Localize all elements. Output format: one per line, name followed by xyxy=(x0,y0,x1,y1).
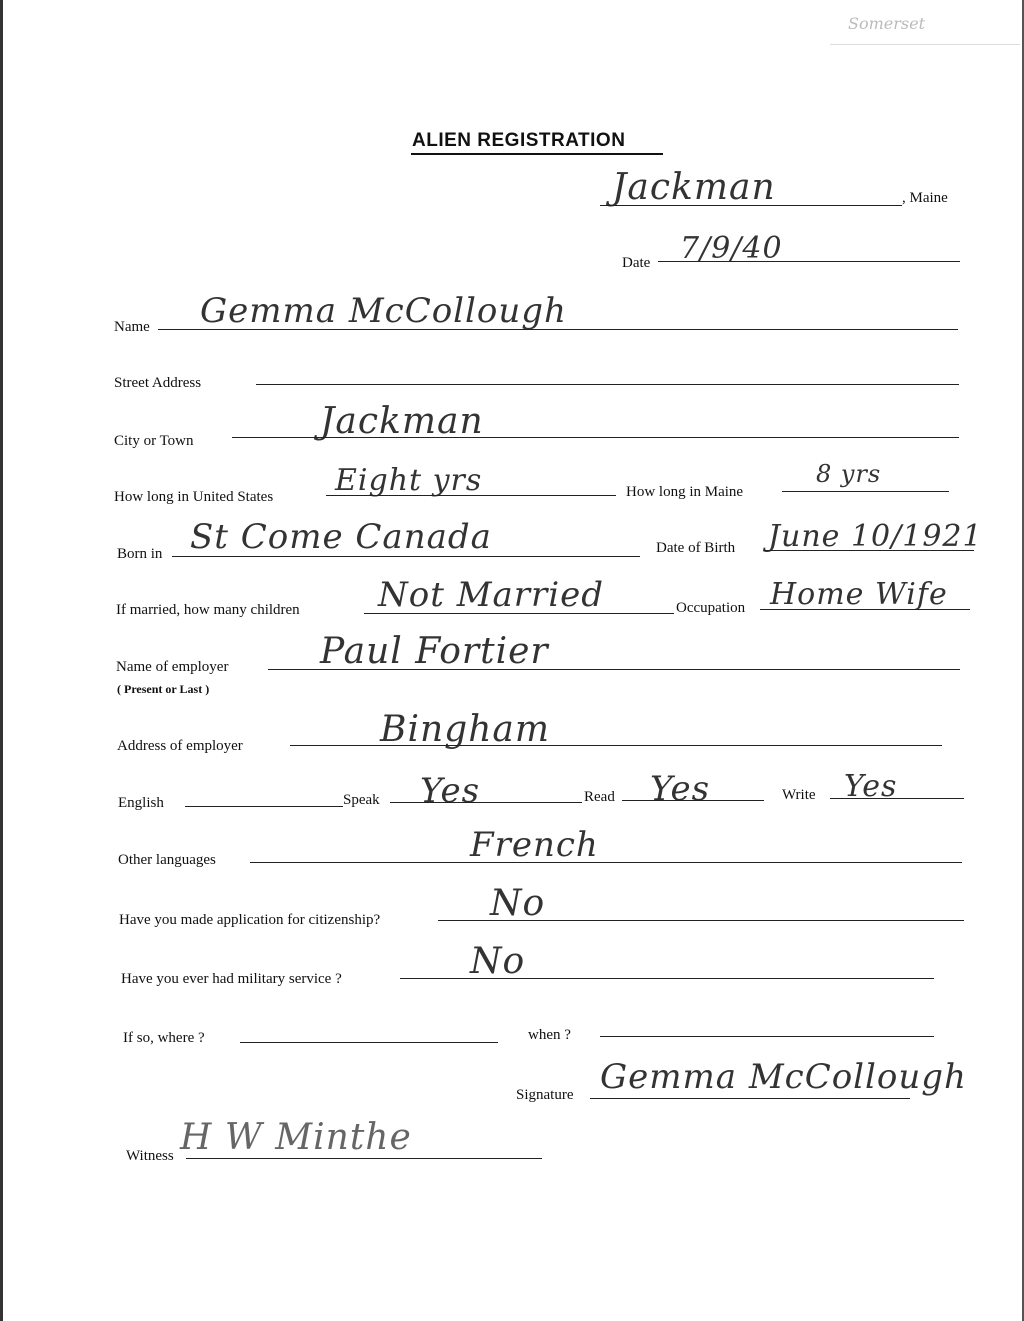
citizenship-line xyxy=(438,920,964,921)
military-line xyxy=(400,978,934,979)
name-entry: Gemma McCollough xyxy=(200,291,567,331)
when-label: when ? xyxy=(528,1027,571,1043)
witness-entry: H W Minthe xyxy=(180,1117,412,1158)
title-underline xyxy=(411,153,663,155)
english-label: English xyxy=(118,795,164,811)
where-line xyxy=(240,1042,498,1043)
dob-line xyxy=(764,550,974,551)
speak-line xyxy=(390,802,582,803)
name-label: Name xyxy=(114,319,150,335)
date-line xyxy=(658,261,960,262)
corner-note: Somerset xyxy=(848,14,925,33)
maine-duration-entry: 8 yrs xyxy=(816,460,882,488)
other-languages-label: Other languages xyxy=(118,852,216,868)
employer-sub-label: ( Present or Last ) xyxy=(117,682,210,696)
street-line xyxy=(256,384,959,385)
employer-line xyxy=(268,669,960,670)
read-entry: Yes xyxy=(650,769,711,809)
children-label: If married, how many children xyxy=(116,602,300,618)
date-label: Date xyxy=(622,255,651,271)
other-languages-line xyxy=(250,862,962,863)
city-label: City or Town xyxy=(114,433,194,449)
read-label: Read xyxy=(584,789,615,805)
corner-rule xyxy=(830,44,1020,45)
signature-label: Signature xyxy=(516,1087,574,1103)
us-duration-label: How long in United States xyxy=(114,489,274,505)
military-entry: No xyxy=(470,941,526,982)
town-suffix: , Maine xyxy=(902,190,948,206)
write-line xyxy=(830,798,964,799)
speak-entry: Yes xyxy=(420,771,481,811)
dob-label: Date of Birth xyxy=(656,540,736,556)
town-entry: Jackman xyxy=(612,167,776,208)
witness-label: Witness xyxy=(126,1148,174,1164)
name-line xyxy=(158,329,958,330)
military-label: Have you ever had military service ? xyxy=(121,971,342,987)
us-duration-entry: Eight yrs xyxy=(335,463,483,498)
employer-entry: Paul Fortier xyxy=(320,631,549,672)
city-line xyxy=(232,437,959,438)
employer-label: Name of employer xyxy=(116,659,229,675)
witness-line xyxy=(186,1158,542,1159)
citizenship-label: Have you made application for citizenship? xyxy=(119,912,381,928)
left-edge-shadow xyxy=(0,0,3,1321)
employer-address-label: Address of employer xyxy=(117,738,243,754)
born-entry: St Come Canada xyxy=(190,517,492,557)
occupation-label: Occupation xyxy=(676,600,746,616)
street-label: Street Address xyxy=(114,375,202,391)
citizenship-entry: No xyxy=(490,883,546,924)
english-line xyxy=(185,806,343,807)
children-line xyxy=(364,613,674,614)
form-title: ALIEN REGISTRATION xyxy=(412,130,626,151)
speak-label: Speak xyxy=(343,792,380,808)
write-entry: Yes xyxy=(844,769,898,804)
occupation-entry: Home Wife xyxy=(770,577,948,612)
occupation-line xyxy=(760,609,970,610)
dob-entry: June 10/1921 xyxy=(768,519,983,554)
city-entry: Jackman xyxy=(320,401,484,442)
maine-duration-label: How long in Maine xyxy=(626,484,744,500)
when-line xyxy=(600,1036,934,1037)
employer-address-entry: Bingham xyxy=(380,709,550,750)
date-entry: 7/9/40 xyxy=(680,231,783,266)
children-entry: Not Married xyxy=(378,575,605,615)
employer-address-line xyxy=(290,745,942,746)
maine-duration-line xyxy=(782,491,949,492)
town-line xyxy=(600,205,902,206)
where-label: If so, where ? xyxy=(123,1030,205,1046)
signature-entry: Gemma McCollough xyxy=(600,1057,967,1097)
signature-line xyxy=(590,1098,910,1099)
us-duration-line xyxy=(326,495,616,496)
other-languages-entry: French xyxy=(470,825,599,865)
born-line xyxy=(172,556,640,557)
read-line xyxy=(622,800,764,801)
born-label: Born in xyxy=(117,546,163,562)
write-label: Write xyxy=(782,787,816,803)
